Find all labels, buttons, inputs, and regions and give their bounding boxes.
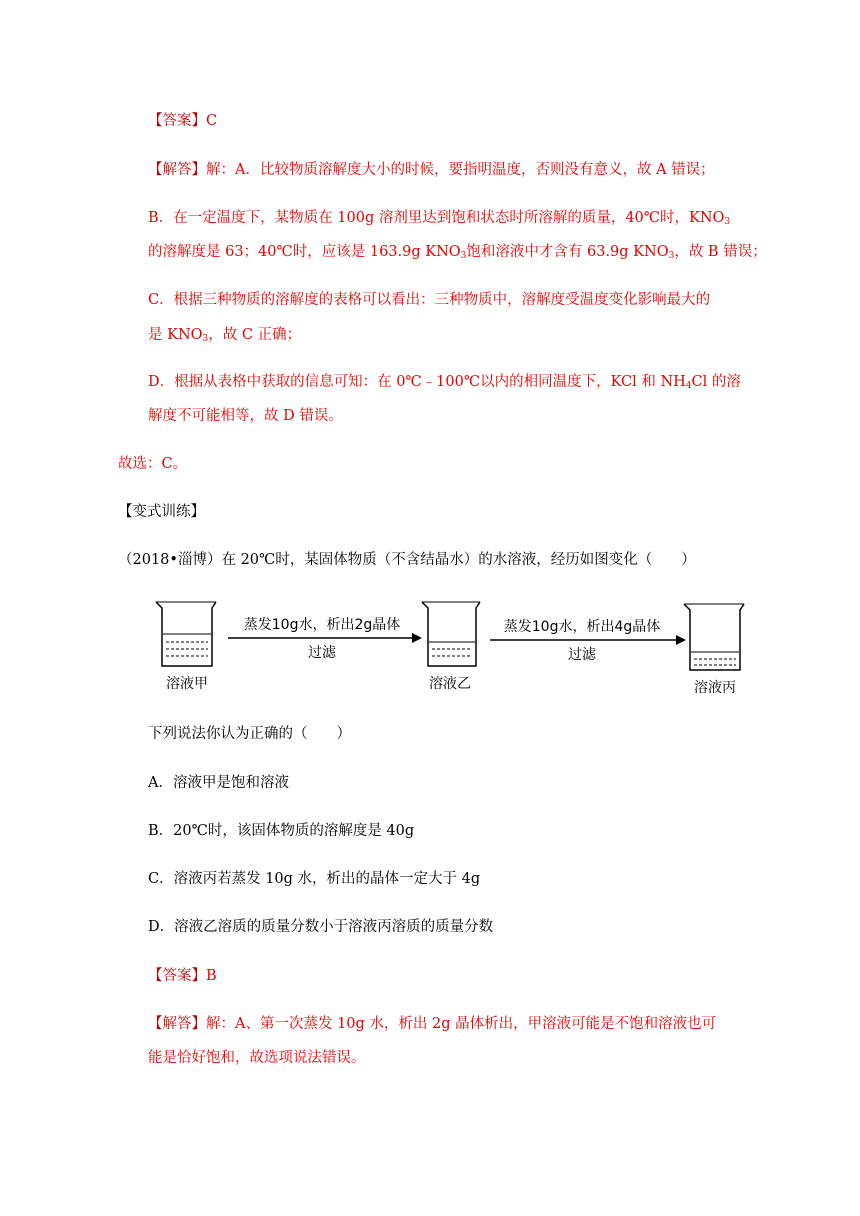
solution-c-text1: C．根据三种物质的溶解度的表格可以看出：三种物质中，溶解度受温度变化影响最大的 [148,292,711,308]
solution-c-line2 [148,325,301,349]
arrow-1-top-label: 蒸发10g水，析出2g晶体 [243,617,401,633]
solution-d-text1a: D．根据从表格中获取的信息可知：在 0℃﹣100℃以内的相同温度下，KCl 和 NH [148,374,686,390]
arrow-2-bottom-label: 过滤 [568,647,596,663]
variant-heading: 【变式训练】 [118,504,205,520]
solution-intro-text: 解：A．比较物质溶解度大小的时候，要指明温度，否则没有意义，故 A 错误； [206,162,715,178]
conclusion: 故选：C。 [118,456,188,472]
solution-2-label: 【解答】 [148,1016,206,1032]
answer-2-label: 【答案】 [148,968,206,984]
solution-intro-line [148,160,715,180]
answer-label: 【答案】 [148,113,206,129]
answer-2-value: B [206,968,217,984]
solution-b-text2c: ，故 B 错误； [674,244,767,260]
question-prompt: 下列说法你认为正确的（ ） [148,726,351,742]
solution-b-text2a: 的溶解度是 63；40℃时，应该是 163.9g KNO [148,244,461,260]
subscript: 3 [460,251,467,261]
solution-d-text1b: Cl 的溶 [691,374,741,390]
beaker-2 [422,602,480,692]
subscript: 4 [685,381,692,391]
beaker-1-label: 溶液甲 [166,676,208,692]
solution-2-text1: 解：A、第一次蒸发 10g 水，析出 2g 晶体析出，甲溶液可能是不饱和溶液也可 [206,1016,717,1032]
option-b: B．20℃时，该固体物质的溶解度是 40g [148,823,415,839]
solution-d-line2 [148,406,343,426]
subscript: 3 [668,251,675,261]
beaker-3-label: 溶液丙 [694,680,736,696]
answer-line [148,111,217,131]
solution-c-text2a: 是 KNO [148,327,203,343]
solution-b-line1 [148,208,730,232]
solution-d-text2: 解度不可能相等，故 D 错误。 [148,408,343,424]
subscript: 3 [202,334,209,344]
arrow-1-bottom-label: 过滤 [308,645,336,661]
solution-label: 【解答】 [148,162,206,178]
beaker-3 [684,604,744,696]
solution-c-line1 [148,290,710,310]
solution-b-text1: B．在一定温度下，某物质在 100g 溶剂里达到饱和状态时所溶解的质量，40℃时，KNO [148,210,725,226]
arrow-2-top-label: 蒸发10g水，析出4g晶体 [503,619,661,635]
solution-d-line1 [148,372,741,396]
beaker-2-label: 溶液乙 [429,676,471,692]
arrow-2 [490,618,686,663]
option-a: A．溶液甲是饱和溶液 [148,775,289,791]
solution-b-line2 [148,242,767,266]
solution-2-line1 [148,1014,716,1034]
subscript: 3 [724,217,731,227]
answer-2-line [148,966,217,986]
solution-2-line2: 能是恰好饱和，故选项说法错误。 [148,1050,366,1066]
solution-b-text2b: 饱和溶液中才含有 63.9g KNO [466,244,669,260]
beaker-1 [156,602,216,692]
option-c: C．溶液丙若蒸发 10g 水，析出的晶体一定大于 4g [148,871,481,887]
solution-c-text2b: ，故 C 正确； [208,327,302,343]
answer-value: C [206,113,218,129]
option-d: D．溶液乙溶质的质量分数小于溶液丙溶质的质量分数 [148,919,494,935]
process-diagram [150,598,750,703]
arrow-1 [228,616,422,661]
question-stem: （2018•淄博）在 20℃时，某固体物质（不含结晶水）的水溶液，经历如图变化（ ） [118,552,696,568]
